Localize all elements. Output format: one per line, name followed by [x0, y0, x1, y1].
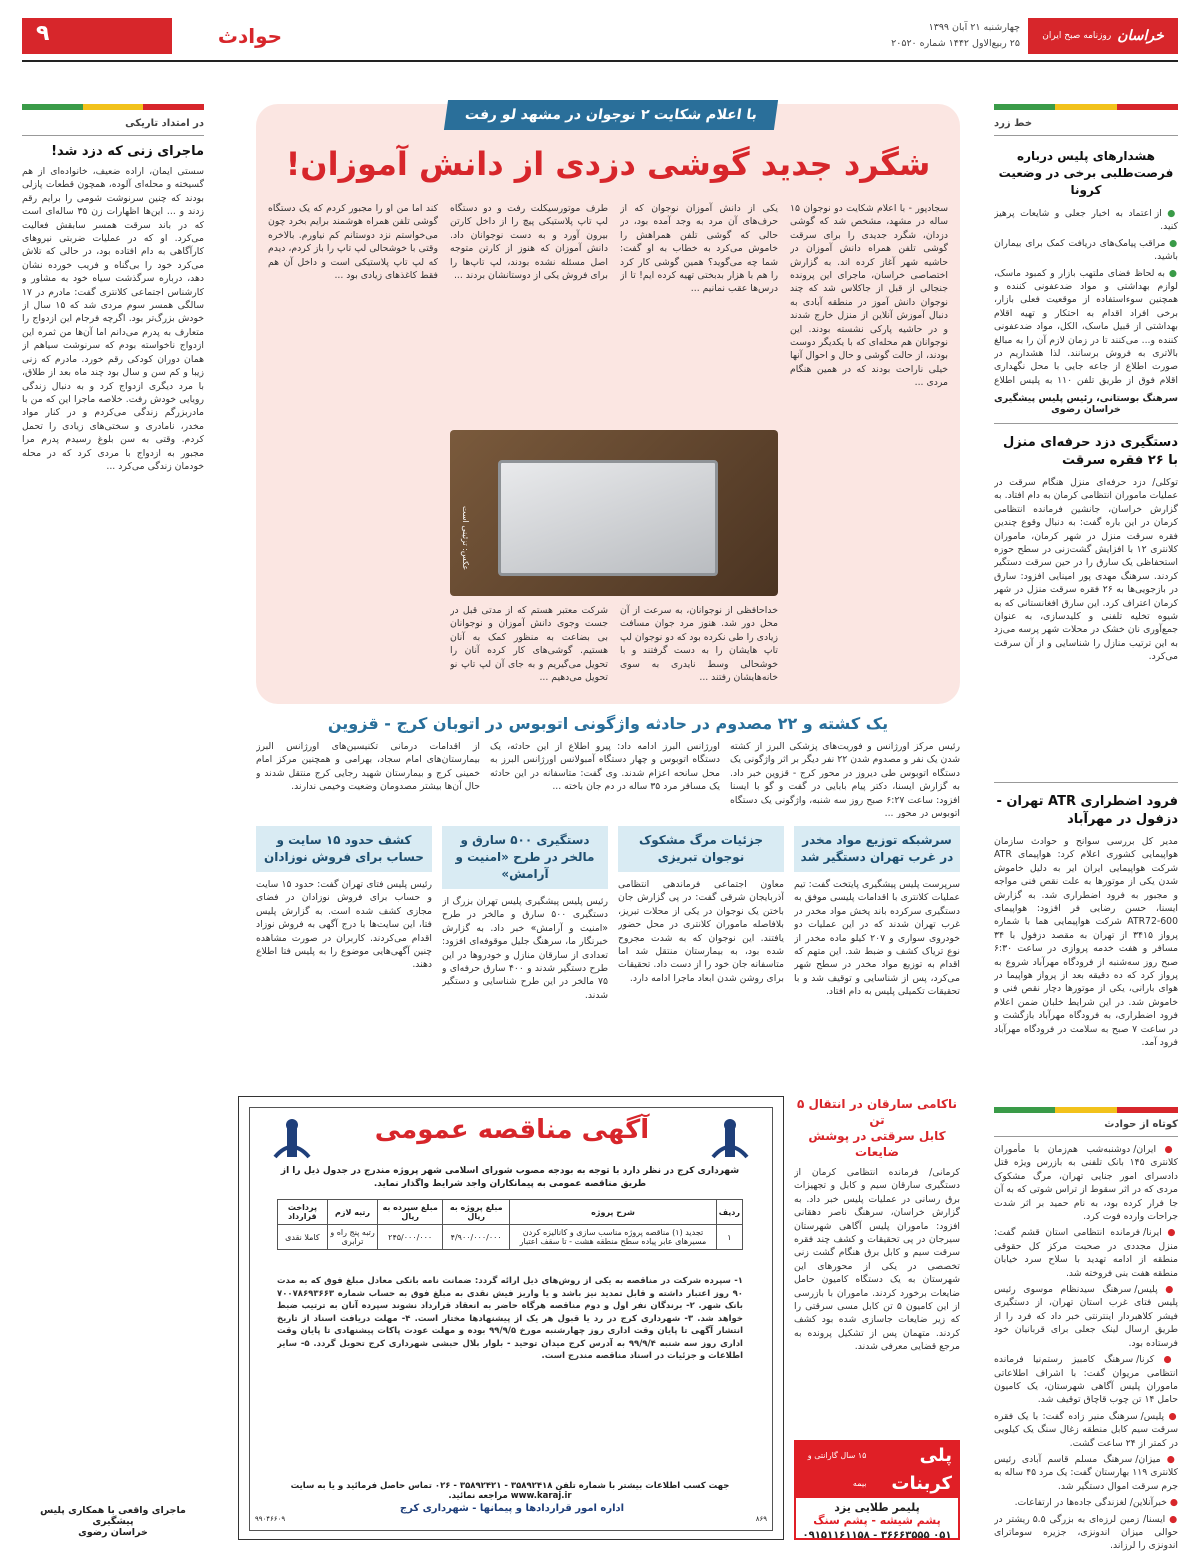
- accident-headline: یک کشته و ۲۲ مصدوم در حادثه واژگونی اتوبوس در اتوبان کرج - قزوین: [327, 714, 889, 733]
- lead-column-5: خداحافظی از نوجوانان، به سرعت از آن محل دور شد. هنوز مرد جوان مسافت زیادی را طی نکرده بود که دو نوجوان لپ تاپ هایشان را به دست گرفتند و با خوشحالی وسط نایدری به سوی خانه‌هایشان رفتند ...: [620, 605, 778, 684]
- table-header-row: [278, 1200, 743, 1225]
- table-header-cell: مبلغ سپرده به ریال: [378, 1200, 443, 1225]
- masthead-logo[interactable]: [1028, 18, 1178, 54]
- tender-body: ۱- سپرده شرکت در مناقصه به یکی از روش‌های ذیل ارائه گردد: ضمانت نامه بانکی معادل مبلغ فوق که به مدت ۹۰ روز اعتبار داشته و قابل تمدید نیز باشد و یا واریز فیش نقدی به مبلغ فوق به حساب شماره ۷۰۰۷۸۶۹۳۶۶۳ بانک شهر. ۲- برندگان نفر اول و دوم مناقصه هرگاه حاضر به انعقاد قرارداد نشوند سپرده آنان به ترتیب ضبط خواهد شد. ۳- شهرداری کرج در رد یا قبول هر یک از پیشنهادها مختار است. ۴- مهلت دریافت اسناد از تاریخ انتشار آگهی تا پایان وقت اداری روز چهارشنبه مورخ ۹۹/۹/۵ بوده و مهلت عودت پاکات پیشنهادی تا پایان وقت اداری روز سه شنبه ۹۹/۹/۴ به آدرس کرج میدان توحید - بلوار بلال حبشی شهرداری کرج تحویل گردد. ۵- سایر اطلاعات و جزئیات در اسناد مناقصه مندرج است.: [277, 1276, 743, 1361]
- info-box-infants: [256, 826, 432, 1088]
- short-news-item: ● ایرنا/ فرمانده انتظامی استان قشم گفت: منزل مجددی در صحبت مرکز کل حقوقی منطقه از ادامه تهدید با سلاح سرد خیابان منطقه هفت بنی فروخته شد.: [994, 1227, 1178, 1279]
- lead-supertitle: با اعلام شکایت ۲ نوجوان در مشهد لو رفت: [444, 100, 778, 130]
- cable-body: کرمانی/ فرمانده انتظامی کرمان از دستگیری سارقان سیم و کابل و تجهیزات برق رسانی در عملیات پلیس خبر داد. به گزارش خراسان، سرهنگ ناصر دهقانی افزود: ماموران پلیس آگاهی شهرستان سیرجان در پی تحقیقات و کشف چند فقره سرقت سیم و کابل برق هنگام گشت زنی تخصصی در یکی از محورهای این شهرستان به یک دستگاه کامیون حامل ضایعات برخورد کردند. ماموران با بازرسی از این کامیون ۵ تن کابل مسی سرقتی را که زیر ضایعات جاسازی شده بود کشف کردند. متهمان پس از تشکیل پرونده به مرجع قضایی معرفی شدند.: [794, 1167, 960, 1353]
- atr-body: مدیر کل بررسی سوانح و حوادث سازمان هواپیمایی کشوری اعلام کرد: هواپیمای ATR شرکت هواپیمایی ایران ایر به دلیل خاموش شدن یکی از موتورها به علت نقص فنی مواجه و مجبور به فرود اضطراری شد. به گزارش ایسنا، حسن رضایی فر افزود: هواپیمای ATR72-600 شرکت هواپیمایی هما با شماره پرواز ۳۴۱۵ از تهران به مقصد دزفول با ۳۴ مسافر و هفت خدمه پروازی در ساعت ۶:۳۰ صبح روز سه‌شنبه از فرودگاه مهرآباد شروع به پرواز کرد که ده دقیقه بعد از پرواز هواپیما در هوای بارانی، یکی از موتورها دچار نقص فنی و خاموش شد. در این شرایط خلبان ضمن اعلام فرود اضطراری، به فرودگاه مهرآباد بازگشت و در ساعت ۷ صبح به سلامت در فرودگاه مهرآباد فرود آمد.: [994, 836, 1178, 1049]
- accident-column-3: از اقدامات درمانی تکنیسین‌های اورژانس البرز بیمارستان‌های امام سجاد، بهرامی و همچنین مرکز امام خمینی کرج و بیمارستان شهید رجایی کرج منتقل شدند و حال آن‌ها بیشتر مصدومان وضعیت وخیمی ندارند.: [256, 741, 480, 793]
- corona-signature: سرهنگ بوستانی، رئیس پلیس پیشگیری خراسان رضوی: [994, 393, 1178, 415]
- bullet-item: ● به لحاظ فضای ملتهب بازار و کمبود ماسک، لوازم بهداشتی و مواد ضدعفونی کننده و همچنین سوءاستفاده از موقعیت فعلی بازار، برخی افراد اقدام به احتکار و تهیه اقلام بهداشتی از قبیل ماسک، الکل، مواد ضدعفونی کننده و... می‌کنند تا در زمان لازم آن را به مبالغ بالاتری به فروش برسانند. لذا هشداریم در صورت اطلاع از جاعه جایی با محل نگهداری اقلام فوق از طریق تلفن ۱۱۰ به پلیس اطلاع: [994, 267, 1178, 386]
- table-cell: کاملا نقدی: [278, 1225, 328, 1250]
- short-news-item: ● پلیس/ سرهنگ منیر زاده گفت: با یک فقره سرقت سیم کابل منطقه زغال سنگ یک کیلویی در کمتر از ۲۴ ساعت گشت.: [994, 1410, 1178, 1449]
- tender-ref: ۹۹۰۴۶۶۰۹: [255, 1515, 286, 1523]
- date-line-2: ۲۵ ربیع‌الاول ۱۴۴۲ شماره ۲۰۵۲۰: [891, 38, 1020, 49]
- cable-title-1: ناکامی سارقان در انتقال ۵ تن: [796, 1097, 958, 1127]
- story-signature-2: خراسان رضوی: [78, 1527, 148, 1538]
- ad-title: پلی کربنات: [891, 1445, 952, 1494]
- lead-column-1: سجادپور - با اعلام شکایت دو نوجوان ۱۵ ساله در مشهد، مشخص شد که گوشی دزدان، شگرد جدیدی را برای سرقت گوشی تلفن همراه دانش آموزان در حاشیه شهر آغاز کرده اند. به گزارش اختصاصی خراسان، ماجرای این پرونده جنجالی از قبل از جاکلاس شد که چند نوجوان دانش آموز در منطقه آبادی به دنبال آموزش آنلاین از منزل خارج شدند و در حاشیه پارکی نشسته بودند. این نوجوانان هم محله‌ای که با یکدیگر دوست بودند، از حالت گوشی و حال و احوال آنها خیلی ناراحت بودند که در همین هنگام مردی ...: [790, 203, 948, 389]
- cable-story: [794, 1096, 960, 1436]
- column-kicker: خط زرد: [994, 118, 1033, 129]
- headline-corona: هشدارهای پلیس درباره فرصت‌طلبی برخی در وضعیت کرونا: [998, 149, 1174, 197]
- page-number: ۹: [36, 21, 50, 46]
- right-column: [994, 104, 1178, 1552]
- story-title: ماجرای زنی که دزد شد!: [51, 144, 204, 159]
- short-news-item: ● ایسنا/ زمین لرزه‌ای به بزرگی ۵.۵ ریشتر در حوالی میزان اندونزی، جزیره سوماترای اندونزی را لرزاند.: [994, 1513, 1178, 1552]
- corona-bullets: [994, 207, 1178, 387]
- left-column: [22, 104, 204, 1540]
- tender-contact: جهت کسب اطلاعات بیشتر با شماره تلفن ۳۵۸۹۲۴۱۸ - ۳۵۸۹۲۴۲۱ - ۰۲۶ تماس حاصل فرمائید و یا به سایت www.karaj.ir مراجعه نمائید.: [290, 1481, 730, 1501]
- story-signature-1: ماجرای واقعی با همکاری پلیس پیشگیری: [40, 1505, 186, 1527]
- ad-phone: ۰۵۱ ۳۶۶۶۳۵۵۵ - ۰۹۱۵۱۱۶۱۱۵۸: [802, 1530, 952, 1541]
- tender-footer: اداره امور قراردادها و پیمانها - شهرداری کرج: [399, 1503, 625, 1514]
- section-title: حوادث: [217, 24, 283, 48]
- info-box-body: سرپرست پلیس پیشگیری پایتخت گفت: تیم عملیات کلانتری با اقدامات پلیسی موفق به دستگیری سرکرده باند پخش مواد مخدر در غرب تهران شدند که در این عملیات دو خودروی سواری و ۲۰۷ کیلو ماده مخدر از نوع تریاک کشف و ضبط شد. این متهم که اقدام به توزیع مواد مخدر در سطح شهر می‌کرد، پس از شناسایی و توقیف شد و با تحقیقات تکمیلی پلیس به دام افتاد.: [794, 879, 960, 998]
- info-box-body: رئیس پلیس فتای تهران گفت: حدود ۱۵ سایت و حساب برای فروش نوزادان در فضای مجازی کشف شده است. به گزارش پلیس فتا، این سایت‌ها با درج آگهی به فروش نوزاد اقدام می‌کردند. کاربران در صورت مشاهده چنین آگهی‌هایی موضوع را به پلیس فتا اطلاع دهند.: [256, 879, 432, 971]
- lead-column-4: کند اما من او را مجبور کردم که یک دستگاه گوشی تلفن همراه هوشمند برایم بخرد چون می‌خواستم نزد دوستانم کم نیاورم. بالاخره وقتی با خوشحالی لپ تاپ را باز کردم، دیدم که لپ تاپ پلاستیکی است و داخل آن هم فقط کاغذهای زیادی بود ...: [268, 203, 438, 282]
- tender-intro: شهرداری کرج در نظر دارد با توجه به بودجه مصوب شورای اسلامی شهر پروژه مندرج در جدول ذیل را از طریق مناقصه عمومی به پیمانکاران واجد شرایط واگذار نماید.: [280, 1166, 740, 1189]
- headline-atr: فرود اضطراری ATR تهران - دزفول در مهرآباد: [996, 794, 1178, 827]
- table-cell: رتبه پنج راه و ترابری: [327, 1225, 377, 1250]
- bullet-item: ● از اعتماد به اخبار جعلی و شایعات پرهیز کنید.: [994, 208, 1178, 233]
- lead-column-6: شرکت معتبر هستم که از مدتی قبل در جست وجوی دانش آموزان و نوجوانان بی بضاعت به منظور کمک به آنان هستیم. گوشی‌های کار کرده آنان را تحویل می‌گیریم و به جای آن لپ تاپ نو تحویل می‌دهیم ...: [450, 605, 608, 684]
- color-stripe: [22, 104, 204, 110]
- headline-burglar: دستگیری دزد حرفه‌ای منزل با ۲۶ فقره سرقت: [1003, 435, 1178, 468]
- color-stripe: [994, 1107, 1178, 1113]
- info-box-thieves: [442, 826, 608, 1088]
- cable-title-2: کابل سرقتی در پوشش ضایعات: [808, 1129, 946, 1159]
- tender-title: آگهی مناقصه عمومی: [374, 1115, 650, 1145]
- laptop-icon: [498, 460, 718, 576]
- short-news-item: ● کرنا/ سرهنگ کامبیز رستم‌نیا فرمانده انتظامی مریوان گفت: با اشراف اطلاعاتی ماموران پلیس آگاهی شهرستان، یک کامیون حامل ۱۴ تن چوب قاچاق توقیف شد.: [994, 1354, 1178, 1406]
- short-news-item: ● پلیس/ سرهنگ سیدنظام موسوی رئیس پلیس فتای غرب استان تهران، از دستگیری فیشر کلاهبردار اینترنتی خبر داد که فرد را از طریق ارسال لینک جعلی برای قربانیان خود فرستاده بود.: [994, 1284, 1178, 1349]
- ad-line-1: پلیمر طلایی یزد: [834, 1501, 920, 1514]
- info-box-drugs: [794, 826, 960, 1088]
- table-header-cell: ردیف: [716, 1200, 742, 1225]
- short-news-item: ● میزان/ سرهنگ مسلم قاسم آبادی رئیس کلانتری ۱۱۹ بهارستان گفت: یک مرد ۴۵ ساله به جرم سرقت اموال دستگیر شد.: [994, 1453, 1178, 1492]
- tender-table: [277, 1199, 743, 1250]
- column-kicker: در امتداد تاریکی: [125, 118, 204, 129]
- lead-story-box: [256, 104, 960, 704]
- issue-date: [840, 18, 1020, 54]
- polycarbonate-ad[interactable]: [794, 1440, 960, 1540]
- brand-name: روزنامه صبح ایران: [1042, 31, 1112, 41]
- header-rule: [22, 60, 1178, 62]
- color-stripe: [994, 104, 1178, 110]
- short-news-item: ● ایران/ دوشنبه‌شب هم‌زمان با مأموران کلانتری ۱۴۵ بانک تلفنی به بازرس ویژه قتل دادسرای امور جنایی تهران، مرگ مشکوک مردی که در اثر سقوط از تراس شوتی که به آن جا فرار کرده بود، به نام حمید بر اثر شدت جراحات وارده فوت کرد.: [994, 1144, 1178, 1223]
- section-bar: [22, 18, 172, 54]
- info-box-body: معاون اجتماعی فرماندهی انتظامی آذربایجان شرقی گفت: در پی گزارش جان باختن یک نوجوان در یکی از محلات تبریز، بلافاصله ماموران کلانتری در محل حضور یافتند. این نوجوان که به شدت مجروح شده بود، به بیمارستان منتقل شد اما متاسفانه جان خود را از دست داد. تحقیقات برای روشن شدن ابعاد ماجرا ادامه دارد.: [618, 879, 784, 984]
- short-news-list: [994, 1143, 1178, 1560]
- info-box-title: کشف حدود ۱۵ سایت و حساب برای فروش نوزادان: [256, 826, 432, 872]
- lead-headline: شگرد جدید گوشی دزدی از دانش آموزان!: [285, 145, 931, 183]
- short-news-item: ● خبرآنلاین/ لغزندگی جاده‌ها در ارتفاعات.: [1014, 1497, 1178, 1509]
- table-row: [278, 1225, 743, 1250]
- tender-code: ۸۶۹: [755, 1515, 767, 1523]
- info-box-body: رئیس پلیس پیشگیری پلیس تهران بزرگ از دستگیری ۵۰۰ سارق و مالخر در طرح «امنیت و آرامش» خبر داد. به گزارش خبرنگار ما، سرهنگ جلیل موقوفه‌ای افزود: تعدادی از سارقان منازل و خودروها در این طرح دستگیر شدند و ۴۰۰ سارق حرفه‌ای و ۷۵ مالخر در این طرح شناسایی و دستگیر شدند.: [442, 896, 608, 1001]
- table-cell: ۱: [716, 1225, 742, 1250]
- info-box-tabriz: [618, 826, 784, 1088]
- table-header-cell: رتبه لازم: [327, 1200, 377, 1225]
- info-box-title: دستگیری ۵۰۰ سارق و مالخر در طرح «امنیت و آرامش»: [442, 826, 608, 889]
- ad-badge: ۱۵ سال گارانتی و بیمه: [807, 1451, 867, 1488]
- table-header-cell: مبلغ پروژه به ریال: [443, 1200, 510, 1225]
- story-body: سستی ایمان، اراده ضعیف، خانواده‌ای از هم گسیخته و محله‌ای آلوده، همچون قطعات پازلی بودند که چنین سرنوشت شومی را برایم رقم زدند و ... این‌ها اظهارات زن ۳۵ ساله‌ای است که در باند سرقت همسر سابقش فعالیت می‌کرد. او که در عملیات ضربتی نیروهای کارآگاهی به دام افتاده بود، در حالی که تلاش می‌کرد خود را بی‌گناه و فریب خورده نشان دهد، درباره سرگذشت سیاه خود به مشاور و کارشناس اجتماعی کلانتری گفت: مادرم در ۱۷ سالگی همسر سوم مردی شد که ۱۵ سال از خودش بزرگ‌تر بود. اگرچه فرجام این ازدواج را متعارف به پدرم می‌دانم اما آن‌ها من ثمره این ازدواج ناخواسته بودم که سرنوشت سیاهم از همان دوران کودکی رقم خورد. مادرم که زنی زیبا و کم سن و سال بود چند ماه بعد از طلاق، با مرد دیگری ازدواج کرد و به دنبال زندگی رویایی خودش رفت. خلاصه ماجرا این که من با مادربزرگم زندگی می‌کردم و در کنار مواد مخدر، نامادری و سختی‌های زیادی را تحمل کردم. وقتی به سن بلوغ رسیدم پدرم مرا مجبور به ازدواج با مردی کرد که در محله خودمان زندگی می‌کرد ...: [22, 166, 204, 472]
- ad-line-2: پشم شیشه - پشم سنگ: [813, 1514, 941, 1527]
- bullet-item: ● مراقب پیامک‌های دریافت کمک برای بیماران باشید.: [994, 237, 1178, 263]
- info-box-title: جزئیات مرگ مشکوک نوجوان تبریزی: [618, 826, 784, 872]
- accident-column-1: رئیس مرکز اورژانس و فوریت‌های پزشکی البرز از کشته شدن یک نفر و مصدوم شدن ۲۲ نفر دیگر بر اثر واژگونی یک دستگاه اتوبوس طی دیروز در محور کرج - قزوین خبر داد. به گزارش ایسنا، دکتر پیام بابایی در گفت و گو با ایسنا افزود: ساعت ۶:۲۷ صبح روز سه شنبه، واژگونی یک دستگاه اتوبوس در محور ...: [730, 741, 960, 818]
- table-cell: ۲۴۵/۰۰۰/۰۰۰: [378, 1225, 443, 1250]
- short-news-kicker: کوتاه از حوادث: [1104, 1119, 1178, 1130]
- photo-caption: عکس: تزئینی است: [461, 505, 470, 570]
- date-line-1: چهارشنبه ۲۱ آبان ۱۳۹۹: [928, 22, 1020, 33]
- table-header-cell: شرح پروژه: [510, 1200, 717, 1225]
- table-cell: ۴/۹۰۰/۰۰۰/۰۰۰: [443, 1225, 510, 1250]
- table-cell: تجدید (۱) مناقصه پروژه مناسب سازی و کانالیزه کردن مسیرهای عابر پیاده سطح منطقه هشت - تا سقف اعتبار: [510, 1225, 717, 1250]
- lead-column-2: یکی از دانش آموزان نوجوان که از حرف‌های آن مرد به وجد آمده بود، در حالی که گوشی تلفن همراهش را خاموش می‌کرد به خطاب به او گفت: شما چه می‌گوید؟ همین گوشی کار کرد را هم با هزار بدبختی تهیه کرده ایم! تا از درس‌ها عقب نمانیم ...: [620, 203, 778, 295]
- page-header: [0, 0, 1200, 92]
- accident-column-2: اورژانس البرز ادامه داد: پیرو اطلاع از این حادثه، یک دستگاه اتوبوس و چهار دستگاه آمبولانس اورژانس البرز به محل سانحه اعزام شدند. وی گفت: متاسفانه در این حادثه یک مسافر مرد ۳۵ ساله در دم جان باخته ...: [490, 741, 720, 793]
- burglar-body: توکلی/ دزد حرفه‌ای منزل هنگام سرقت در عملیات ماموران انتظامی کرمان به دام افتاد. به گزارش خراسان، جانشین فرمانده انتظامی کرمان در این باره گفت: به دنبال وقوع چندین فقره سرقت منزل در شهر کرمان، ماموران کلانتری ۱۲ با افزایش گشت‌زنی در سطح حوزه استحفاظی یک سارق را در حین سرقت دستگیر کردند. سرهنگ مهدی پور امینایی افزود: سارق در بازجویی‌ها به ۲۶ فقره سرقت منزل در شهر کرمان اعتراف کرد. این سارق افغانستانی که به شیوه تخلیه تلفنی و کلیدسازی، به عنوان جمع‌آوری نان خشک در محلات شهر پرسه می‌زد به این ترتیب منازل را شناسایی و از آن سرقت می‌کرد.: [994, 477, 1178, 663]
- table-header-cell: پرداخت قرارداد: [278, 1200, 328, 1225]
- brand-script: خراسان: [1117, 28, 1164, 44]
- info-box-title: سرشبکه توزیع مواد مخدر در غرب تهران دستگیر شد: [794, 826, 960, 872]
- lead-column-3: طرف موتورسیکلت رفت و دو دستگاه لپ تاپ پلاستیکی پیچ را از داخل کارتن بیرون آورد و به دست نوجوانان داد. دانش آموزان که هنوز از کارتن متوجه اصل مسئله نشده بودند، لپ تاپ‌ها را برای فروش یکی از دوستانشان بردند ...: [450, 203, 608, 282]
- lead-photo: [450, 430, 778, 596]
- tender-ad[interactable]: [238, 1096, 784, 1540]
